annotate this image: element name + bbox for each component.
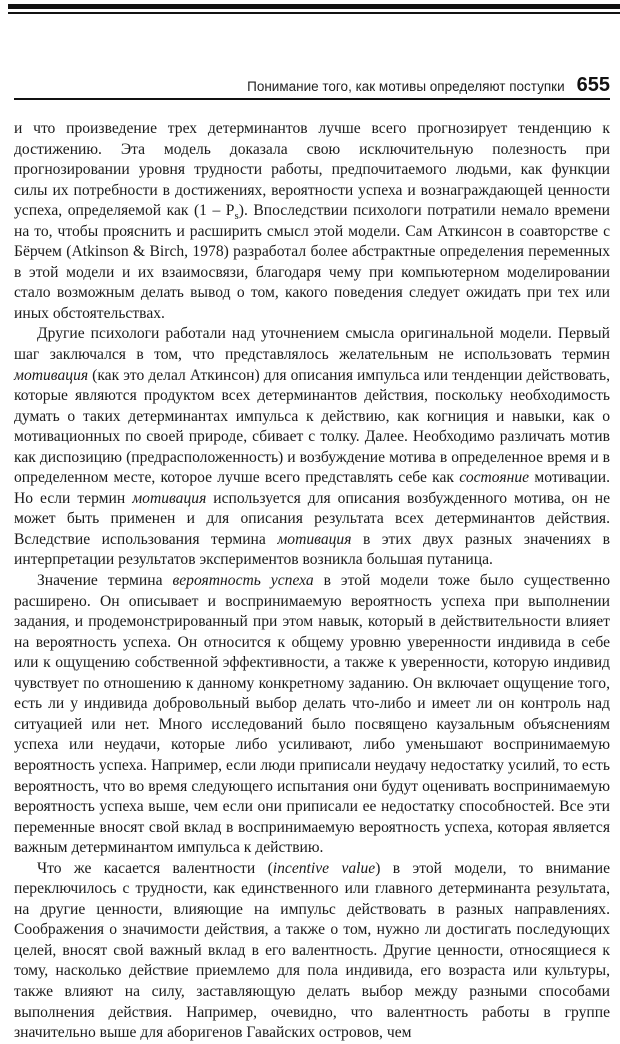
paragraph-1-text-b: ). Впоследствии психологи потратили немало времени на то, чтобы прояснить и расширить смысл этой модели. Сам Аткинсон в соавторстве с Бёрчем (Atkinson & Birch, 1978) разработал более абстрактные определения переменных в этой модели и их взаимосвязи, благодаря чему при компьютерном моделировании стало возможным делать вывод о том, какого поведения следует ожидать при тех или иных обстоятельствах. [14, 202, 610, 322]
paragraph-2-text-c: мотивации. Но если термин [14, 469, 610, 507]
top-rule-thick [8, 4, 620, 9]
term-state: состояние [459, 469, 530, 487]
paragraph-2-text-b: (как это делал Аткинсон) для описания импульса или тенденции действовать, которые являются продуктом всех детерминантов действия, поскольку необходимость думать о таких детерминантах импульса к действию, как когниция и навыки, как о мотивационных по своей природе, сбивает с толку. Далее. Необходимо различать мотив как диспозицию (предрасположенность) и возбуждение мотива в определенное время и в определенном месте, которое лучше всего представлять себе как [14, 366, 610, 487]
page-number: 655 [576, 74, 610, 96]
top-rule-thin [8, 12, 620, 14]
paragraph-2-text-d: используется для описания возбужденного мотива, он не может быть применен и для описания результата всех детерминантов действия. Вследствие использования термина [14, 489, 611, 548]
paragraph-1 [14, 119, 610, 324]
paragraph-3-text-b: в этой модели тоже было существенно расширено. Он описывает и воспринимаемую вероятность успеха при выполнении задания, и продемонстрированный при этом навык, который в действительности влияет на вероятность успеха. Он относится к общему уровню уверенности индивида в себе или к ощущению собственной эффективности, а также к уверенности, которую индивид чувствует по отношению к данному конкретному заданию. Он включает ощущение того, есть ли у индивида добровольный выбор делать что-либо и имеет ли он контроль над ситуацией или нет. Много исследований было посвящено каузальным объяснениям успеха или неудачи, которые либо усиливают, либо уменьшают воспринимаемую вероятность успеха. Например, если люди приписали неудачу недостатку усилий, то есть вероятность, что во время следующего испытания они будут оценивать воспринимаемую вероятность успеха выше, чем если они приписали ее недостатку способностей. Все эти переменные вносят свой вклад в воспринимаемую вероятность успеха, которая является важным детерминантом импульса к действию. [14, 572, 610, 857]
paragraph-3 [14, 571, 610, 859]
running-header [14, 74, 610, 100]
probability-subscript: s [234, 210, 239, 223]
term-incentive-value: incentive value [272, 859, 376, 877]
term-motivation-3: мотивация [277, 530, 352, 548]
running-header-title: Понимание того, как мотивы определяют поступки [247, 79, 565, 94]
paragraph-1-text-a: и что произведение трех детерминантов лучше всего прогнозирует тенденцию к достижению. Эта модель доказала свою исключительную полезность при прогнозировании уровня трудности работы, предпочитаемого людьми, как функции силы их потребности в достижениях, вероятности успеха и вознаграждающей ценности успеха, определяемой как (1 – P [14, 120, 610, 220]
paragraph-3-text-a: Значение термина [37, 572, 173, 590]
paragraph-4-text-a: Что же касается валентности ( [37, 859, 273, 877]
paragraph-2-text-e: в этих двух разных значениях в интерпретации результатов экспериментов возникла большая путаница. [14, 530, 610, 569]
term-motivation-1: мотивация [14, 366, 89, 384]
paragraph-4-text-b: ) в этой модели, то внимание переключилось с трудности, как единственного или главного детерминанта результата, на другие ценности, влияющие на импульс действовать в разных направлениях. Соображения о значимости действия, а также о том, нужно ли достигать последующих целей, вносят свой важный вклад в его валентность. Другие ценности, относящиеся к тому, насколько действие приемлемо для пола индивида, его возраста или культуры, также влияют на силу, заставляющую делать выбор между разными способами выполнения действия. Например, очевидно, что валентность работы в группе значительно выше для аборигенов Гавайских островов, чем [14, 859, 610, 1042]
body-text [14, 119, 610, 1044]
paragraph-2-text-a: Другие психологи работали над уточнением смысла оригинальной модели. Первый шаг заключался в том, что представлялось желательным не использовать термин [14, 325, 610, 364]
paragraph-2 [14, 324, 610, 571]
paragraph-4 [14, 859, 610, 1044]
term-success-probability: вероятность успеха [172, 572, 314, 590]
term-motivation-2: мотивация [132, 489, 207, 507]
